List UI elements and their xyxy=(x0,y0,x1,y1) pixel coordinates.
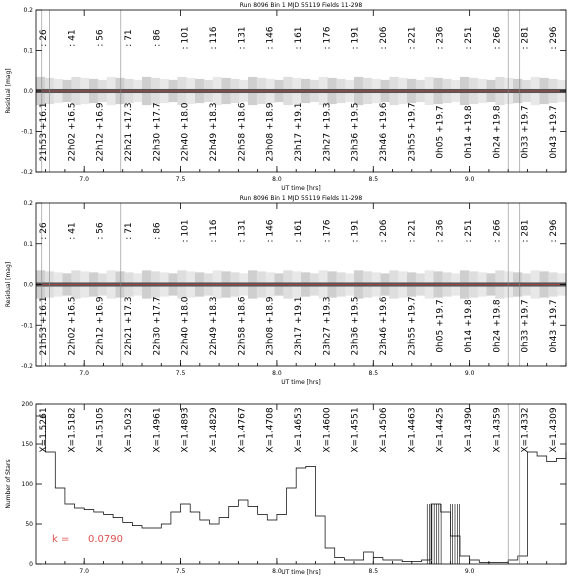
ra-dec-label: 0h24 +19.8 xyxy=(492,105,503,159)
ra-dec-label: 22h58 +18.6 xyxy=(237,296,248,356)
airmass-label: X=1.5032 xyxy=(124,407,134,453)
ra-dec-label: 22h49 +18.3 xyxy=(209,102,219,162)
ra-dec-label: 21h53 +16.1 xyxy=(39,102,49,162)
field-number-label: : 191 xyxy=(350,26,361,50)
ra-dec-label: 0h43 +19.7 xyxy=(549,299,559,353)
ra-dec-label: 22h21 +17.3 xyxy=(124,296,134,356)
x-tick-label: 7.5 xyxy=(175,176,186,183)
airmass-label: X=1.4332 xyxy=(520,407,531,453)
x-axis-label: UT time [hrs] xyxy=(281,379,321,386)
field-number-label: : 251 xyxy=(464,26,474,50)
y-tick-label: -0.2 xyxy=(21,169,33,176)
ra-dec-label: 22h40 +18.0 xyxy=(180,296,191,356)
ra-dec-label: 23h17 +19.1 xyxy=(294,296,304,356)
ra-dec-label: 22h30 +17.7 xyxy=(152,102,163,162)
y-tick-label: -0.1 xyxy=(21,322,33,330)
x-tick-label: 8.5 xyxy=(368,370,379,377)
field-number-label: : 281 xyxy=(520,219,531,243)
ra-dec-label: 0h05 +19.7 xyxy=(435,299,446,353)
field-number-label: : 71 xyxy=(124,222,134,240)
field-number-label: : 86 xyxy=(152,29,163,47)
field-number-label: : 71 xyxy=(124,29,134,47)
ra-dec-label: 22h02 +16.5 xyxy=(67,102,78,162)
airmass-label: X=1.4425 xyxy=(435,407,446,453)
airmass-label: X=1.4359 xyxy=(492,407,503,453)
y-tick-label: 100 xyxy=(21,481,33,488)
field-number-label: : 146 xyxy=(265,219,276,243)
ra-dec-label: 22h49 +18.3 xyxy=(209,296,219,356)
field-number-label: : 86 xyxy=(152,222,163,240)
y-tick-label: 0.1 xyxy=(23,240,33,248)
airmass-label: X=1.5182 xyxy=(67,407,78,453)
x-axis-label: UT time [hrs] xyxy=(281,569,321,576)
x-tick-label: 8.5 xyxy=(368,568,379,575)
x-tick-label: 7.5 xyxy=(175,370,186,377)
field-number-label: : 41 xyxy=(67,29,78,47)
ra-dec-label: 0h33 +19.7 xyxy=(520,299,531,353)
x-axis-label: UT time [hrs] xyxy=(281,185,321,192)
y-tick-label: 200 xyxy=(21,401,33,408)
field-number-label: : 161 xyxy=(294,219,304,243)
airmass-label: X=1.4893 xyxy=(180,407,191,453)
y-tick-label: 150 xyxy=(21,441,33,448)
ra-dec-label: 0h43 +19.7 xyxy=(549,105,559,159)
ra-dec-label: 23h46 +19.6 xyxy=(379,296,389,356)
field-number-label: : 206 xyxy=(379,26,389,50)
k-label: k = xyxy=(52,534,70,545)
field-number-label: : 161 xyxy=(294,26,304,50)
airmass-label: X=1.4309 xyxy=(549,407,559,453)
x-tick-label: 9.0 xyxy=(464,176,475,183)
y-tick-label: 0.1 xyxy=(23,47,33,55)
field-number-label: : 176 xyxy=(322,219,333,243)
field-number-label: : 101 xyxy=(180,26,191,50)
ra-dec-label: 23h27 +19.3 xyxy=(322,296,333,356)
airmass-label: X=1.4767 xyxy=(237,407,248,453)
x-tick-label: 8.0 xyxy=(272,568,282,575)
x-tick-label: 7.0 xyxy=(79,370,89,377)
field-number-label: : 41 xyxy=(67,222,78,240)
ra-dec-label: 0h14 +19.8 xyxy=(464,299,474,353)
field-number-label: : 26 xyxy=(39,29,49,47)
x-tick-label: 8.0 xyxy=(272,176,282,183)
field-number-label: : 131 xyxy=(237,26,248,50)
x-tick-label: 7.0 xyxy=(79,568,89,575)
field-number-label: : 221 xyxy=(407,26,418,50)
chart-title: Run 8096 Bin 1 MJD 55119 Fields 11-298 xyxy=(239,2,363,9)
y-tick-label: 0 xyxy=(29,561,33,568)
ra-dec-label: 22h12 +16.9 xyxy=(95,102,106,162)
field-number-label: : 296 xyxy=(549,26,559,50)
y-tick-label: -0.2 xyxy=(21,363,33,370)
ra-dec-label: 23h55 +19.7 xyxy=(407,102,418,162)
ra-dec-label: 0h24 +19.8 xyxy=(492,299,503,353)
y-tick-label: 0.0 xyxy=(23,88,33,95)
field-number-label: : 56 xyxy=(95,222,106,240)
field-number-label: : 251 xyxy=(464,219,474,243)
chart-title: Run 8096 Bin 1 MJD 55119 Fields 11-298 xyxy=(239,195,363,202)
ra-dec-label: 23h08 +18.9 xyxy=(265,296,276,356)
ra-dec-label: 23h27 +19.3 xyxy=(322,102,333,162)
y-tick-label: 50 xyxy=(25,521,33,528)
ra-dec-label: 22h02 +16.5 xyxy=(67,296,78,356)
field-number-label: : 56 xyxy=(95,29,106,47)
airmass-label: X=1.5261 xyxy=(39,407,49,453)
field-number-label: : 176 xyxy=(322,26,333,50)
field-number-label: : 221 xyxy=(407,219,418,243)
field-number-label: : 26 xyxy=(39,222,49,240)
ra-dec-label: 0h05 +19.7 xyxy=(435,105,446,159)
field-number-label: : 206 xyxy=(379,219,389,243)
airmass-label: X=1.4961 xyxy=(152,407,163,453)
field-number-label: : 266 xyxy=(492,26,503,50)
field-number-label: : 236 xyxy=(435,26,446,50)
y-tick-label: -0.1 xyxy=(21,128,33,136)
x-tick-label: 7.5 xyxy=(175,568,186,575)
ra-dec-label: 23h36 +19.5 xyxy=(350,102,361,162)
airmass-label: X=1.4708 xyxy=(265,407,276,453)
x-tick-label: 7.0 xyxy=(79,176,89,183)
ra-dec-label: 23h46 +19.6 xyxy=(379,102,389,162)
field-number-label: : 296 xyxy=(549,219,559,243)
field-number-label: : 116 xyxy=(209,219,219,243)
y-tick-label: 0.0 xyxy=(23,281,33,289)
field-number-label: : 281 xyxy=(520,26,531,50)
ra-dec-label: 22h40 +18.0 xyxy=(180,102,191,162)
ra-dec-label: 0h33 +19.7 xyxy=(520,105,531,159)
k-value: 0.0790 xyxy=(88,534,123,545)
x-tick-label: 9.0 xyxy=(464,370,475,377)
y-axis-label: Residual [mag] xyxy=(5,261,12,308)
airmass-label: X=1.4463 xyxy=(407,407,418,453)
ra-dec-label: 22h30 +17.7 xyxy=(152,296,163,356)
y-tick-label: 0.2 xyxy=(23,200,33,207)
ra-dec-label: 23h08 +18.9 xyxy=(265,102,276,162)
y-axis-label: Residual [mag] xyxy=(5,68,12,114)
ra-dec-label: 22h12 +16.9 xyxy=(95,296,106,356)
x-tick-label: 8.5 xyxy=(368,176,379,183)
ra-dec-label: 0h14 +19.8 xyxy=(464,105,474,159)
airmass-label: X=1.5105 xyxy=(95,407,106,453)
field-number-label: : 101 xyxy=(180,219,191,243)
airmass-label: X=1.4600 xyxy=(322,407,333,453)
ra-dec-label: 22h21 +17.3 xyxy=(124,102,134,162)
airmass-label: X=1.4506 xyxy=(379,407,389,453)
y-axis-label: Number of Stars xyxy=(5,459,12,509)
ra-dec-label: 23h36 +19.5 xyxy=(350,296,361,356)
ra-dec-label: 23h55 +19.7 xyxy=(407,296,418,356)
ra-dec-label: 22h58 +18.6 xyxy=(237,102,248,162)
residual-panel-middle xyxy=(5,195,567,386)
field-number-label: : 191 xyxy=(350,219,361,243)
airmass-label: X=1.4390 xyxy=(464,407,474,453)
ra-dec-label: 23h17 +19.1 xyxy=(294,102,304,162)
airmass-label: X=1.4653 xyxy=(294,407,304,453)
field-number-label: : 236 xyxy=(435,219,446,243)
star-count-histogram xyxy=(5,401,566,576)
field-number-label: : 131 xyxy=(237,219,248,243)
ra-dec-label: 21h53 +16.1 xyxy=(39,296,49,356)
airmass-label: X=1.4551 xyxy=(350,407,361,453)
field-number-label: : 266 xyxy=(492,219,503,243)
airmass-label: X=1.4829 xyxy=(209,407,219,453)
x-tick-label: 8.0 xyxy=(272,370,282,377)
residual-panel-top xyxy=(5,2,567,192)
field-number-label: : 146 xyxy=(265,26,276,50)
y-tick-label: 0.2 xyxy=(23,7,33,14)
field-number-label: : 116 xyxy=(209,26,219,50)
x-tick-label: 9.0 xyxy=(464,568,475,575)
